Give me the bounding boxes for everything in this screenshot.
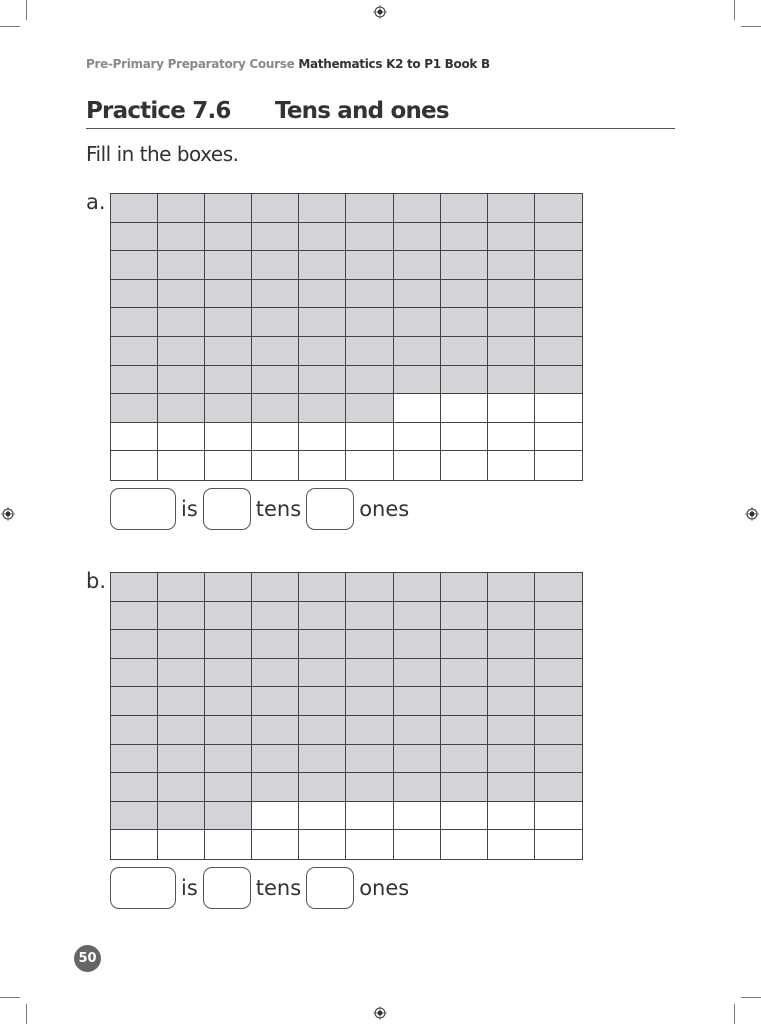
shaded-square <box>299 659 346 688</box>
empty-square <box>346 423 393 452</box>
empty-square <box>488 830 535 859</box>
shaded-square <box>394 223 441 252</box>
shaded-square <box>535 630 582 659</box>
shaded-square <box>158 573 205 602</box>
shaded-square <box>394 659 441 688</box>
shaded-square <box>111 716 158 745</box>
shaded-square <box>346 630 393 659</box>
shaded-square <box>535 308 582 337</box>
hundred-grid <box>110 193 583 481</box>
practice-number: Practice 7.6 <box>86 98 231 124</box>
shaded-square <box>299 366 346 395</box>
empty-square <box>346 451 393 480</box>
answer-row <box>110 866 414 910</box>
shaded-square <box>488 251 535 280</box>
shaded-square <box>205 716 252 745</box>
shaded-square <box>488 223 535 252</box>
shaded-square <box>394 630 441 659</box>
shaded-square <box>488 687 535 716</box>
shaded-square <box>488 745 535 774</box>
shaded-square <box>535 251 582 280</box>
shaded-square <box>205 687 252 716</box>
empty-square <box>535 802 582 831</box>
shaded-square <box>535 687 582 716</box>
ones-text: ones <box>359 497 410 521</box>
shaded-square <box>488 573 535 602</box>
shaded-square <box>535 194 582 223</box>
shaded-square <box>535 716 582 745</box>
shaded-square <box>394 366 441 395</box>
shaded-square <box>205 573 252 602</box>
empty-square <box>158 451 205 480</box>
shaded-square <box>252 251 299 280</box>
shaded-square <box>346 602 393 631</box>
shaded-square <box>158 602 205 631</box>
shaded-square <box>111 602 158 631</box>
empty-square <box>535 394 582 423</box>
shaded-square <box>205 659 252 688</box>
shaded-square <box>205 280 252 309</box>
empty-square <box>441 802 488 831</box>
shaded-square <box>394 194 441 223</box>
shaded-square <box>535 659 582 688</box>
empty-square <box>299 802 346 831</box>
shaded-square <box>346 394 393 423</box>
crop-mark <box>741 26 761 27</box>
shaded-square <box>346 251 393 280</box>
empty-square <box>111 830 158 859</box>
registration-mark-icon <box>1 507 15 521</box>
shaded-square <box>441 687 488 716</box>
empty-square <box>394 423 441 452</box>
shaded-square <box>158 716 205 745</box>
shaded-square <box>158 687 205 716</box>
shaded-square <box>488 630 535 659</box>
shaded-square <box>346 745 393 774</box>
shaded-square <box>299 337 346 366</box>
empty-square <box>535 830 582 859</box>
shaded-square <box>488 659 535 688</box>
is-text: is <box>181 497 198 521</box>
empty-square <box>394 394 441 423</box>
shaded-square <box>299 773 346 802</box>
shaded-square <box>346 773 393 802</box>
shaded-square <box>299 687 346 716</box>
shaded-square <box>441 308 488 337</box>
shaded-square <box>394 716 441 745</box>
empty-square <box>535 423 582 452</box>
shaded-square <box>252 630 299 659</box>
shaded-square <box>299 251 346 280</box>
shaded-square <box>346 687 393 716</box>
shaded-square <box>299 716 346 745</box>
shaded-square <box>299 194 346 223</box>
empty-square <box>111 451 158 480</box>
empty-square <box>299 451 346 480</box>
shaded-square <box>299 602 346 631</box>
answer-row <box>110 487 414 531</box>
empty-square <box>205 830 252 859</box>
shaded-square <box>535 337 582 366</box>
shaded-square <box>111 280 158 309</box>
shaded-square <box>488 194 535 223</box>
shaded-square <box>158 194 205 223</box>
shaded-square <box>252 573 299 602</box>
shaded-square <box>441 716 488 745</box>
empty-square <box>158 830 205 859</box>
empty-square <box>488 802 535 831</box>
shaded-square <box>299 573 346 602</box>
empty-square <box>394 830 441 859</box>
series-name: Pre-Primary Preparatory Course <box>86 57 295 71</box>
shaded-square <box>252 687 299 716</box>
shaded-square <box>299 280 346 309</box>
shaded-square <box>535 366 582 395</box>
shaded-square <box>394 773 441 802</box>
shaded-square <box>252 280 299 309</box>
shaded-square <box>394 251 441 280</box>
shaded-square <box>111 308 158 337</box>
crop-mark <box>0 26 20 27</box>
shaded-square <box>205 308 252 337</box>
shaded-square <box>205 773 252 802</box>
empty-square <box>488 451 535 480</box>
shaded-square <box>394 280 441 309</box>
shaded-square <box>488 602 535 631</box>
shaded-square <box>394 687 441 716</box>
exercise-label: a. <box>86 190 106 214</box>
shaded-square <box>394 308 441 337</box>
shaded-square <box>205 802 252 831</box>
shaded-square <box>488 716 535 745</box>
empty-square <box>158 423 205 452</box>
shaded-square <box>441 602 488 631</box>
running-header <box>86 57 490 71</box>
shaded-square <box>394 573 441 602</box>
shaded-square <box>346 194 393 223</box>
empty-square <box>346 802 393 831</box>
shaded-square <box>158 308 205 337</box>
shaded-square <box>205 602 252 631</box>
shaded-square <box>158 280 205 309</box>
shaded-square <box>158 745 205 774</box>
shaded-square <box>111 394 158 423</box>
shaded-square <box>111 573 158 602</box>
tens-answer-box[interactable] <box>203 867 251 909</box>
shaded-square <box>346 337 393 366</box>
shaded-square <box>394 337 441 366</box>
registration-mark-icon <box>745 507 759 521</box>
shaded-square <box>299 745 346 774</box>
shaded-square <box>488 308 535 337</box>
shaded-square <box>252 602 299 631</box>
empty-square <box>441 830 488 859</box>
ones-answer-box[interactable] <box>306 488 354 530</box>
shaded-square <box>441 223 488 252</box>
shaded-square <box>205 251 252 280</box>
shaded-square <box>252 659 299 688</box>
tens-answer-box[interactable] <box>203 488 251 530</box>
empty-square <box>252 830 299 859</box>
shaded-square <box>205 745 252 774</box>
shaded-square <box>535 773 582 802</box>
empty-square <box>488 423 535 452</box>
crop-mark <box>26 0 27 20</box>
book-name: Mathematics K2 to P1 Book B <box>298 57 490 71</box>
tens-text: tens <box>255 876 302 900</box>
exercise-label: b. <box>86 569 107 593</box>
crop-mark <box>26 1004 27 1024</box>
shaded-square <box>535 573 582 602</box>
shaded-square <box>205 394 252 423</box>
crop-mark <box>734 1004 735 1024</box>
shaded-square <box>252 308 299 337</box>
shaded-square <box>346 659 393 688</box>
shaded-square <box>346 223 393 252</box>
ones-answer-box[interactable] <box>306 867 354 909</box>
shaded-square <box>111 223 158 252</box>
registration-mark-icon <box>373 5 387 19</box>
empty-square <box>299 830 346 859</box>
shaded-square <box>441 745 488 774</box>
practice-topic: Tens and ones <box>275 98 449 124</box>
shaded-square <box>252 716 299 745</box>
shaded-square <box>158 394 205 423</box>
shaded-square <box>535 745 582 774</box>
shaded-square <box>205 630 252 659</box>
shaded-square <box>346 366 393 395</box>
empty-square <box>111 423 158 452</box>
empty-square <box>535 451 582 480</box>
shaded-square <box>346 280 393 309</box>
shaded-square <box>111 251 158 280</box>
shaded-square <box>535 602 582 631</box>
shaded-square <box>299 308 346 337</box>
empty-square <box>394 451 441 480</box>
shaded-square <box>299 223 346 252</box>
shaded-square <box>441 366 488 395</box>
shaded-square <box>441 659 488 688</box>
shaded-square <box>158 337 205 366</box>
shaded-square <box>111 366 158 395</box>
shaded-square <box>205 366 252 395</box>
crop-mark <box>0 997 20 998</box>
number-answer-box[interactable] <box>110 867 176 909</box>
shaded-square <box>158 223 205 252</box>
shaded-square <box>394 745 441 774</box>
shaded-square <box>299 394 346 423</box>
shaded-square <box>299 630 346 659</box>
shaded-square <box>158 366 205 395</box>
shaded-square <box>158 630 205 659</box>
shaded-square <box>252 773 299 802</box>
shaded-square <box>252 194 299 223</box>
empty-square <box>205 423 252 452</box>
empty-square <box>252 423 299 452</box>
shaded-square <box>346 308 393 337</box>
empty-square <box>252 451 299 480</box>
shaded-square <box>158 773 205 802</box>
shaded-square <box>346 716 393 745</box>
empty-square <box>441 394 488 423</box>
shaded-square <box>252 366 299 395</box>
shaded-square <box>441 573 488 602</box>
empty-square <box>205 451 252 480</box>
page-number: 50 <box>74 945 101 972</box>
tens-text: tens <box>255 497 302 521</box>
shaded-square <box>111 802 158 831</box>
is-text: is <box>181 876 198 900</box>
shaded-square <box>488 366 535 395</box>
shaded-square <box>111 745 158 774</box>
empty-square <box>346 830 393 859</box>
shaded-square <box>158 659 205 688</box>
shaded-square <box>441 251 488 280</box>
shaded-square <box>252 223 299 252</box>
empty-square <box>441 451 488 480</box>
shaded-square <box>488 773 535 802</box>
shaded-square <box>441 194 488 223</box>
empty-square <box>252 802 299 831</box>
shaded-square <box>111 194 158 223</box>
shaded-square <box>488 280 535 309</box>
shaded-square <box>158 802 205 831</box>
shaded-square <box>535 223 582 252</box>
shaded-square <box>252 337 299 366</box>
empty-square <box>299 423 346 452</box>
crop-mark <box>741 997 761 998</box>
shaded-square <box>441 280 488 309</box>
shaded-square <box>205 337 252 366</box>
shaded-square <box>346 573 393 602</box>
shaded-square <box>441 773 488 802</box>
empty-square <box>441 423 488 452</box>
shaded-square <box>111 687 158 716</box>
shaded-square <box>205 194 252 223</box>
shaded-square <box>111 659 158 688</box>
shaded-square <box>111 630 158 659</box>
shaded-square <box>205 223 252 252</box>
registration-mark-icon <box>373 1006 387 1020</box>
shaded-square <box>111 337 158 366</box>
shaded-square <box>441 630 488 659</box>
page-title <box>86 98 675 129</box>
shaded-square <box>441 337 488 366</box>
shaded-square <box>252 394 299 423</box>
instruction: Fill in the boxes. <box>86 142 239 166</box>
shaded-square <box>394 602 441 631</box>
crop-mark <box>734 0 735 20</box>
shaded-square <box>111 773 158 802</box>
shaded-square <box>252 745 299 774</box>
empty-square <box>488 394 535 423</box>
empty-square <box>394 802 441 831</box>
ones-text: ones <box>359 876 410 900</box>
hundred-grid <box>110 572 583 860</box>
shaded-square <box>488 337 535 366</box>
number-answer-box[interactable] <box>110 488 176 530</box>
shaded-square <box>158 251 205 280</box>
shaded-square <box>535 280 582 309</box>
